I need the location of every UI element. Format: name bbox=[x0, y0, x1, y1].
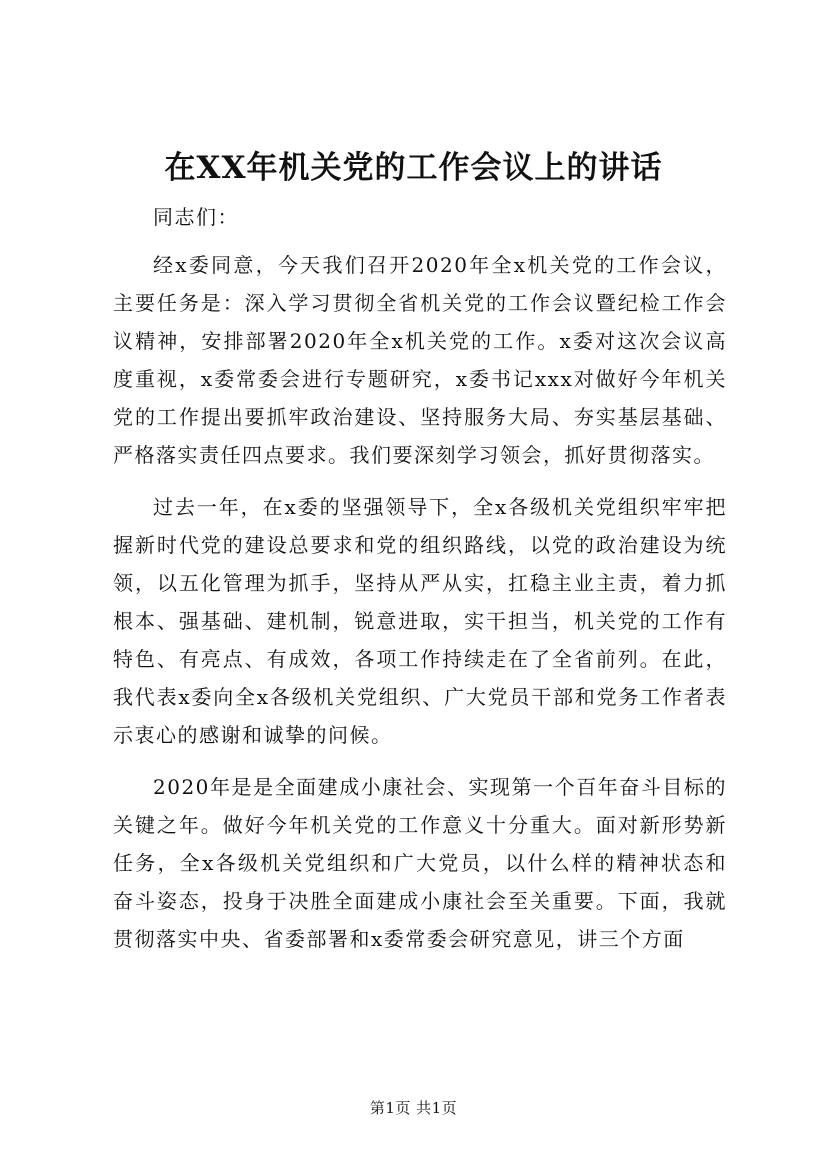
paragraph-1: 经x委同意，今天我们召开2020年全x机关党的工作会议，主要任务是：深入学习贯彻全省机关党的工作会议暨纪检工作会议精神，安排部署2020年全x机关党的工作。x委对这次会议高度重视，x委常委会进行专题研究，x委书记xxx对做好今年机关党的工作提出要抓牢政治建设、坚持服务大局、夯实基层基础、严格落实责任四点要求。我们要深刻学习领会，抓好贯彻落实。 bbox=[113, 253, 727, 467]
salutation: 同志们： bbox=[153, 205, 239, 229]
page-footer: 第1页 共1页 bbox=[369, 1099, 458, 1117]
paragraph-2: 过去一年，在x委的坚强领导下，全x各级机关党组织牢牢把握新时代党的建设总要求和党的组织路线，以党的政治建设为统领，以五化管理为抓手，坚持从严从实，扛稳主业主责，着力抓根本、强基础、建机制，锐意进取，实干担当，机关党的工作有特色、有亮点、有成效，各项工作持续走在了全省前列。在此，我代表x委向全x各级机关党组织、广大党员干部和党务工作者表示衷心的感谢和诚挚的问候。 bbox=[113, 495, 727, 747]
document-body bbox=[113, 198, 727, 972]
document-title: 在XX年机关党的工作会议上的讲话 bbox=[164, 150, 663, 186]
paragraph-3: 2020年是是全面建成小康社会、实现第一个百年奋斗目标的关键之年。做好今年机关党的工作意义十分重大。面对新形势新任务，全x各级机关党组织和广大党员，以什么样的精神状态和奋斗姿态，投身于决胜全面建成小康社会至关重要。下面，我就贯彻落实中央、省委部署和x委常委会研究意见，讲三个方面 bbox=[113, 775, 727, 951]
